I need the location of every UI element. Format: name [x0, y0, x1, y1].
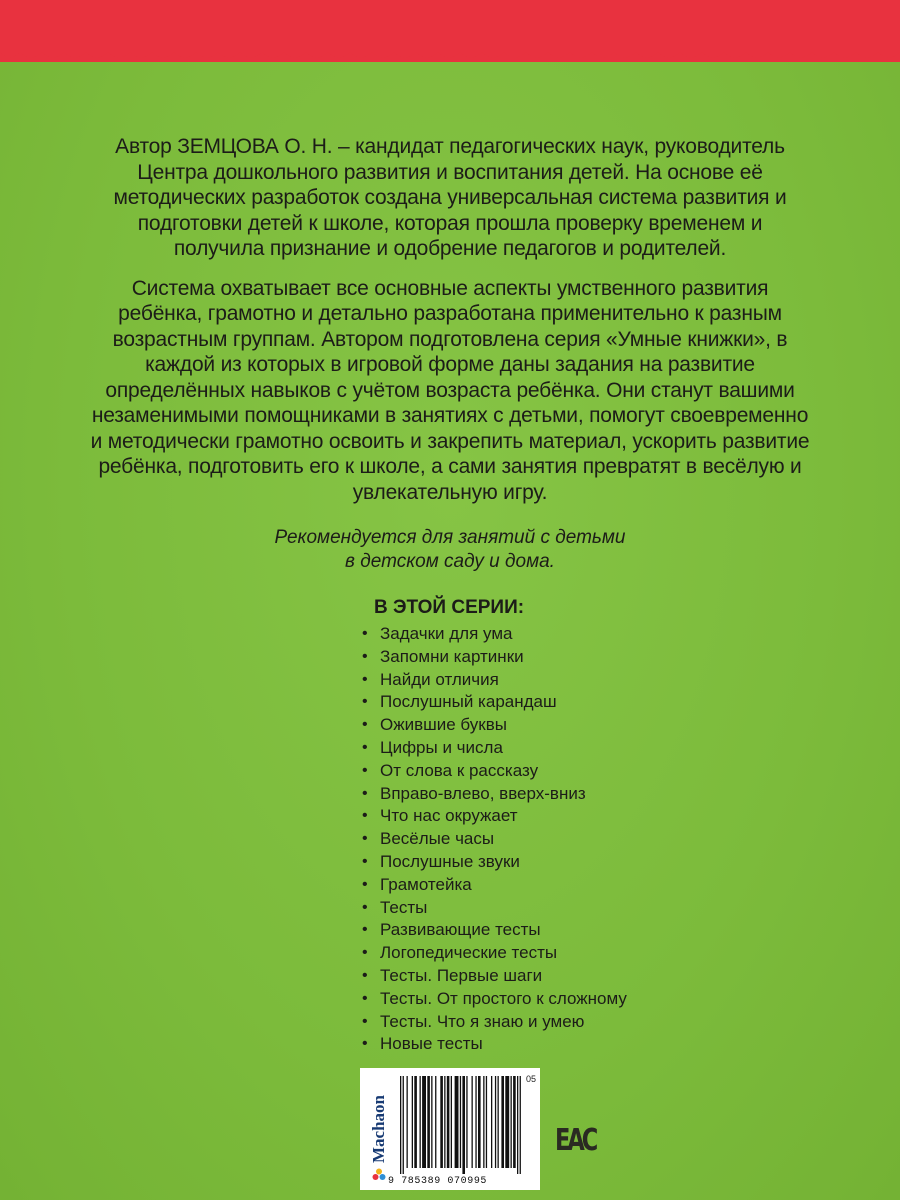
barcode-bar	[447, 1076, 450, 1168]
series-title: В ЭТОЙ СЕРИИ:	[374, 597, 525, 618]
barcode-bar	[472, 1076, 473, 1168]
bullet-icon: •	[362, 1035, 368, 1053]
barcode-addon: 05	[526, 1074, 537, 1084]
series-item-label: Грамотейка	[380, 874, 472, 894]
barcode-bar	[491, 1076, 492, 1168]
barcode-bar	[501, 1076, 504, 1168]
barcode-bar	[455, 1076, 459, 1168]
recommendation	[150, 526, 750, 574]
series-item-label: Вправо-влево, вверх-вниз	[380, 783, 586, 803]
series-item-label: От слова к рассказу	[380, 760, 539, 780]
bullet-icon: •	[362, 966, 368, 984]
isbn-barcode	[398, 1076, 526, 1174]
bullet-icon: •	[362, 761, 368, 779]
author-description	[90, 134, 810, 505]
series-item-label: Ожившие буквы	[380, 715, 507, 735]
series-item-label: Весёлые часы	[380, 829, 495, 849]
barcode-bar	[435, 1076, 436, 1168]
series-list-item	[356, 942, 756, 965]
bullet-icon: •	[362, 784, 368, 802]
series-list-item	[356, 669, 756, 692]
publisher-flower-icon	[372, 1168, 386, 1182]
bullet-icon: •	[362, 875, 368, 893]
barcode-bar	[440, 1076, 443, 1168]
author-paragraph: Автор ЗЕМЦОВА О. Н. – кандидат педагогических наук, руководитель Центра дошкольного развития и воспитания детей. На основе её методических разработок создана универсальная система развития и подготовки детей к школе, которая прошла проверку временем и получила признание и одобрение педагогов и родителей.	[113, 135, 787, 260]
bullet-icon: •	[362, 625, 368, 642]
series-list-item	[356, 623, 756, 646]
bullet-icon: •	[362, 807, 368, 825]
series-item-label: Послушные звуки	[380, 851, 520, 871]
series-list-item	[356, 988, 756, 1011]
bullet-icon: •	[362, 944, 368, 962]
barcode-bar	[498, 1076, 499, 1168]
series-item-label: Послушный карандаш	[380, 692, 557, 712]
bullet-icon: •	[362, 830, 368, 848]
series-item-label: Найди отличия	[380, 669, 499, 689]
series-item-label: Тесты	[380, 897, 428, 917]
series-list-item	[356, 783, 756, 806]
series-item-label: Тесты. От простого к сложному	[380, 988, 627, 1008]
recommendation-line: Рекомендуется для занятий с детьми	[274, 527, 626, 548]
series-item-label: Новые тесты	[380, 1034, 483, 1054]
series-list-item	[356, 874, 756, 897]
bullet-icon: •	[362, 1012, 368, 1030]
system-paragraph: Система охватывает все основные аспекты умственного развития ребёнка, грамотно и детально разработана применительно к разным возрастным группам. Автором подготовлена серия «Умные книжки», в каждой из которых в игровой форме даны задания на развитие определённых навыков с учётом возраста ребёнка. Они станут вашими незаменимыми помощниками в занятиях с детьми, помогут своевременно и методически грамотно освоить и закрепить материал, ускорить развитие ребёнка, подготовить его к школе, а сами занятия превратят в весёлую и увлекательную игру.	[90, 276, 810, 504]
barcode-bar	[400, 1076, 401, 1174]
barcode-digits: 9 785389 070995	[388, 1176, 488, 1187]
series-list	[356, 623, 756, 1056]
barcode-bar	[511, 1076, 512, 1168]
barcode-bar	[495, 1076, 496, 1168]
barcode-bar	[486, 1076, 487, 1168]
bullet-icon: •	[362, 921, 368, 939]
barcode-bar	[427, 1076, 430, 1168]
barcode-bar	[451, 1076, 452, 1168]
bullet-icon: •	[362, 852, 368, 870]
publisher-logo	[366, 1072, 392, 1186]
series-item-label: Тесты. Первые шаги	[380, 965, 543, 985]
series-item-label: Тесты. Что я знаю и умею	[380, 1011, 585, 1031]
publisher-name: Machaon	[369, 1095, 388, 1163]
barcode-bar	[422, 1076, 426, 1168]
eac-certification-mark: EAC	[555, 1123, 596, 1158]
barcode-bar	[520, 1076, 521, 1174]
barcode-bar	[403, 1076, 404, 1174]
barcode-bar	[483, 1076, 484, 1168]
series-list-item	[356, 646, 756, 669]
series-item-label: Логопедические тесты	[380, 943, 558, 963]
bullet-icon: •	[362, 647, 368, 665]
series-list-item	[356, 760, 756, 783]
bullet-icon: •	[362, 898, 368, 916]
barcode-bar	[475, 1076, 476, 1168]
recommendation-line: в детском саду и дома.	[345, 551, 555, 572]
barcode-card	[360, 1068, 540, 1190]
bullet-icon: •	[362, 693, 368, 711]
series-item-label: Запомни картинки	[380, 646, 524, 666]
barcode-bar	[412, 1076, 413, 1168]
series-item-label: Задачки для ума	[380, 624, 513, 643]
barcode-bar	[517, 1076, 518, 1174]
barcode-bar	[513, 1076, 516, 1168]
barcode-bar	[444, 1076, 445, 1168]
barcode-bar	[414, 1076, 417, 1168]
series-list-item	[356, 737, 756, 760]
bullet-icon: •	[362, 716, 368, 734]
series-item-label: Что нас окружает	[380, 806, 518, 826]
series-list-item	[356, 851, 756, 874]
bullet-icon: •	[362, 670, 368, 688]
barcode-bar	[478, 1076, 481, 1168]
bullet-icon: •	[362, 989, 368, 1007]
series-list-item	[356, 805, 756, 828]
barcode-bar	[460, 1076, 461, 1168]
series-list-item	[356, 828, 756, 851]
barcode-bar	[420, 1076, 421, 1168]
series-list-item	[356, 919, 756, 942]
barcode-bar	[505, 1076, 509, 1168]
barcode-bar	[431, 1076, 432, 1168]
series-list-item	[356, 691, 756, 714]
bullet-icon: •	[362, 738, 368, 756]
barcode-bar	[407, 1076, 408, 1168]
series-list-item	[356, 714, 756, 737]
series-list-item	[356, 965, 756, 988]
series-list-item	[356, 897, 756, 920]
series-item-label: Цифры и числа	[380, 737, 503, 757]
barcode-bar	[466, 1076, 467, 1168]
series-list-item	[356, 1011, 756, 1034]
series-item-label: Развивающие тесты	[380, 920, 541, 940]
barcode-bar	[462, 1076, 465, 1174]
series-list-item	[356, 1033, 756, 1056]
